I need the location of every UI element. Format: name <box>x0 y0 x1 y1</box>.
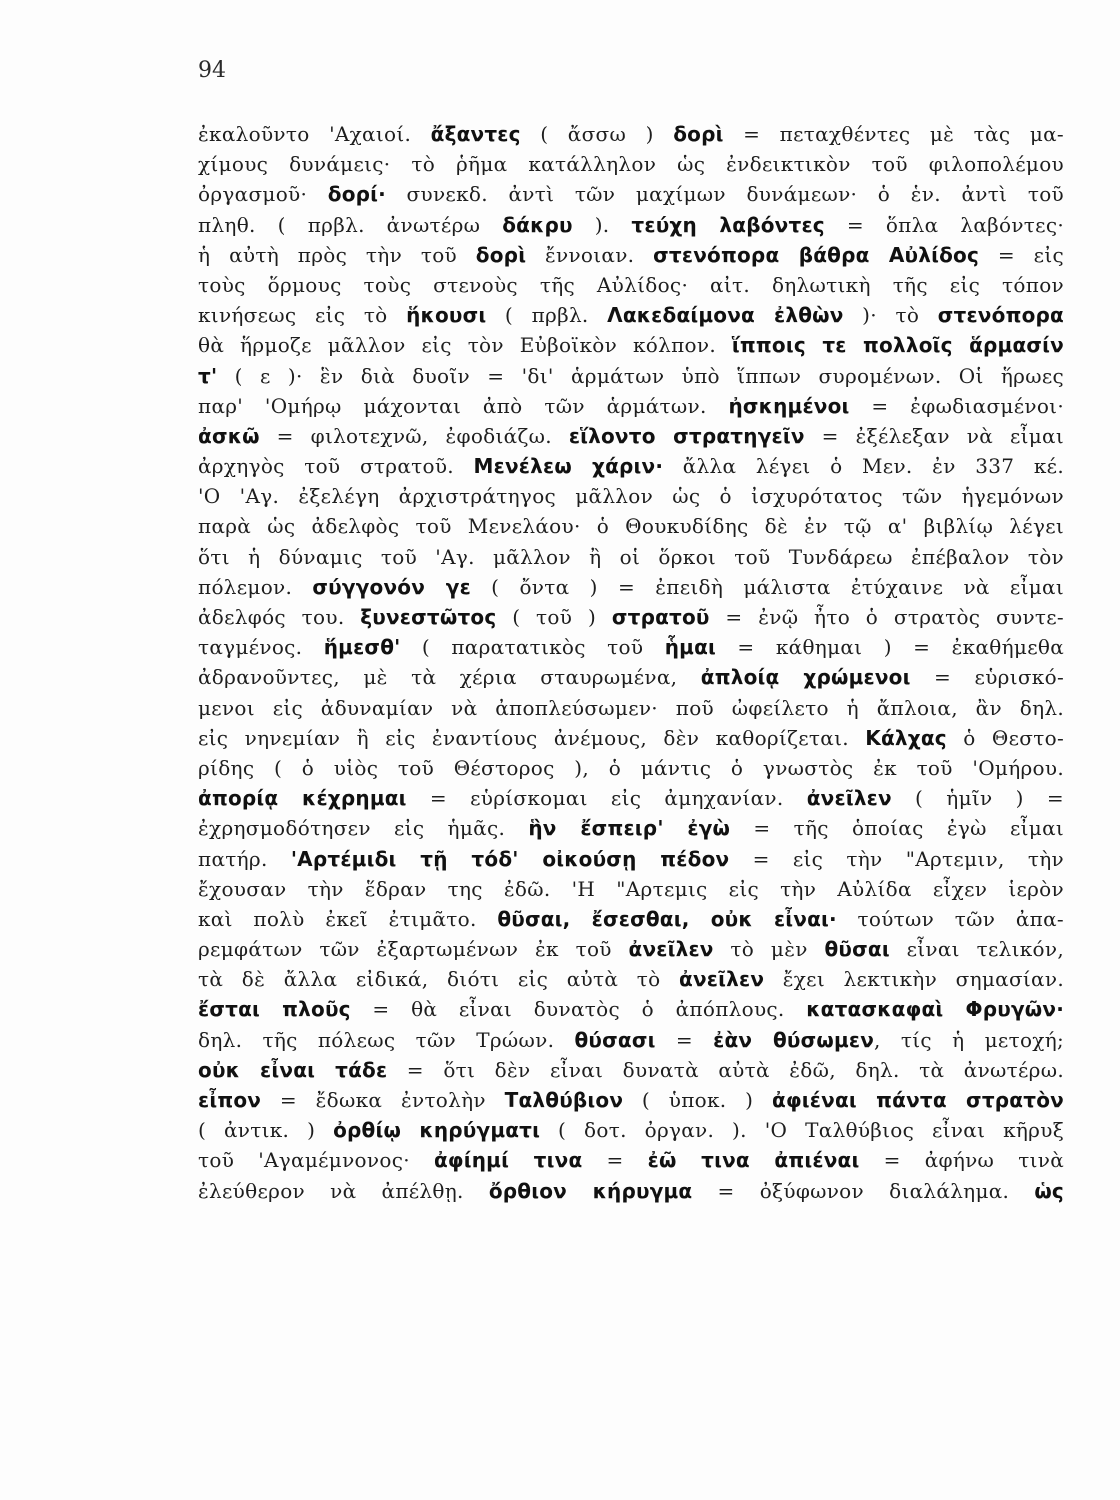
text-line <box>198 964 1064 994</box>
commentary-text-segment: = κάθημαι ) = ἐκαθήμεθα <box>716 635 1064 660</box>
lemma-term: θύσασι <box>574 1027 656 1052</box>
commentary-text-segment: = τῆς ὁποίας ἐγὼ εἶμαι <box>730 816 1064 841</box>
text-line <box>198 511 1064 541</box>
lemma-term: ἔσται πλοῦς <box>198 997 351 1022</box>
commentary-text-segment: = εἰς <box>979 242 1064 267</box>
commentary-text-segment: πόλεμον. <box>198 574 313 599</box>
commentary-text-segment: = ὅπλα λαβόντες· <box>824 212 1064 237</box>
lemma-term: ἵπποις τε πολλοῖς ἅρμασίν <box>731 333 1064 358</box>
text-line <box>198 542 1064 572</box>
commentary-text-segment: ( τοῦ ) <box>496 605 612 629</box>
text-line <box>198 361 1064 391</box>
text-line <box>198 1085 1064 1115</box>
lemma-term: Μενέλεω χάριν· <box>473 454 664 479</box>
commentary-text-segment: ( ἡμῖν ) = <box>891 786 1064 811</box>
text-line <box>198 874 1064 904</box>
commentary-text-segment: ἔννοιαν. <box>526 242 654 267</box>
commentary-text-segment: ἀδρανοῦντες, μὲ τὰ χέρια σταυρωμένα, <box>198 665 701 690</box>
text-line <box>198 783 1064 813</box>
commentary-text-segment: ( ὄντα ) = ἐπειδὴ μάλιστα ἐτύχαινε νὰ εἶμαι <box>470 574 1064 599</box>
text-line <box>198 240 1064 270</box>
commentary-text-segment: ἄλλα λέγει ὁ Μεν. ἐν 337 κέ. <box>663 454 1064 479</box>
text-line <box>198 994 1064 1024</box>
text-line <box>198 1145 1064 1175</box>
commentary-text-segment: τοὺς ὅρμους τοὺς στενοὺς τῆς Αὐλίδος· αἰτ. δηλωτικὴ τῆς εἰς τόπον <box>198 272 1064 297</box>
lemma-term: εἶπον <box>198 1088 262 1112</box>
lemma-term: Ταλθύβιον <box>504 1088 624 1112</box>
lemma-term: δορὶ <box>673 122 724 146</box>
lemma-term: ἀνεῖλεν <box>679 967 765 992</box>
lemma-term: θῦσαι <box>824 937 890 962</box>
lemma-term: ὀρθίῳ κηρύγματι <box>333 1118 541 1143</box>
text-line <box>198 723 1064 753</box>
lemma-term: τεύχη λαβόντες <box>631 212 825 237</box>
text-line <box>198 179 1064 209</box>
commentary-text-segment: κινήσεως εἰς τὸ <box>198 303 407 328</box>
commentary-text-segment: τοῦ 'Αγαμέμνονος· <box>198 1148 434 1173</box>
text-line <box>198 1176 1064 1206</box>
commentary-text-segment: = εὑρίσκομαι εἰς ἀμηχανίαν. <box>406 786 807 811</box>
commentary-text-segment: ἐλεύθερον νὰ ἀπέλθῃ. <box>198 1178 489 1203</box>
commentary-text-segment: ἀδελφός του. <box>198 605 361 629</box>
lemma-term: κατασκαφαὶ Φρυγῶν· <box>806 997 1064 1022</box>
text-line <box>198 451 1064 481</box>
text-line <box>198 421 1064 451</box>
commentary-text-segment: ( δοτ. ὀργαν. ). 'Ο Ταλθύβιος εἶναι κῆρυξ <box>540 1118 1064 1143</box>
commentary-text-segment: εἰς νηνεμίαν ἢ εἰς ἐναντίους ἀνέμους, δὲν καθορίζεται. <box>198 725 866 750</box>
lemma-term: ἣν ἔσπειρ' ἐγὼ <box>528 816 731 841</box>
lemma-term: στρατοῦ <box>611 605 710 629</box>
lemma-term: θῦσαι, ἔσεσθαι, οὐκ εἶναι· <box>497 906 837 931</box>
lemma-term: οὐκ εἶναι τάδε <box>198 1057 388 1082</box>
lemma-term: ἀπορίᾳ κέχρημαι <box>198 786 407 811</box>
text-line <box>198 602 1064 632</box>
commentary-text-segment: ρεμφάτων τῶν ἐξαρτωμένων ἐκ τοῦ <box>198 937 629 962</box>
commentary-text-segment: δηλ. τῆς πόλεως τῶν Τρώων. <box>198 1027 575 1052</box>
commentary-text-segment: = ὀξύφωνον διαλάλημα. <box>692 1178 1035 1203</box>
commentary-text-segment: τὰ δὲ ἄλλα εἰδικά, διότι εἰς αὐτὰ τὸ <box>198 967 680 992</box>
text-line <box>198 844 1064 874</box>
text-line <box>198 1115 1064 1145</box>
commentary-text-segment: = πεταχθέντες μὲ τὰς μα- <box>723 122 1064 146</box>
commentary-text-segment: παρὰ ὡς ἀδελφὸς τοῦ Μενελάου· ὁ Θουκυδίδης δὲ ἐν τῷ α' βιβλίῳ λέγει <box>198 514 1064 539</box>
commentary-text-segment: ὀργασμοῦ· <box>198 182 328 207</box>
lemma-term: ἄξαντες <box>430 122 521 146</box>
commentary-text-segment: = εἰς τὴν "Αρτεμιν, τὴν <box>729 846 1064 871</box>
lemma-term: ἀφιέναι πάντα στρατὸν <box>772 1088 1064 1112</box>
commentary-text-segment: χίμους δυνάμεις· τὸ ῥῆμα κατάλληλον ὡς ἐνδεικτικὸν τοῦ φιλοπολέμου <box>198 152 1064 177</box>
commentary-text <box>198 119 1064 1206</box>
commentary-text-segment: ὁ Θεστο- <box>946 725 1064 750</box>
text-line <box>198 632 1064 662</box>
lemma-term: ξυνεστῶτος <box>360 605 497 629</box>
lemma-term: τ' <box>198 363 218 388</box>
lemma-term: ἐῶ τινα ἀπιέναι <box>647 1148 860 1173</box>
text-line <box>198 1025 1064 1055</box>
lemma-term: ἧμαι <box>664 635 717 660</box>
commentary-text-segment: ὅτι ἡ δύναμις τοῦ 'Αγ. μᾶλλον ἢ οἱ ὅρκοι τοῦ Τυνδάρεω ἐπέβαλον τὸν <box>198 544 1064 569</box>
lemma-term: ὄρθιον κήρυγμα <box>488 1178 693 1203</box>
commentary-text-segment: ἔχουσαν τὴν ἕδραν της ἐδῶ. 'Η "Αρτεμις εἰς τὴν Αὐλίδα εἶχεν ἱερὸν <box>198 876 1064 901</box>
commentary-text-segment: εἶναι τελικόν, <box>889 937 1064 962</box>
text-line <box>198 753 1064 783</box>
lemma-term: ἠσκημένοι <box>728 393 850 418</box>
commentary-text-segment: = ἔδωκα ἐντολὴν <box>261 1088 505 1112</box>
text-line <box>198 119 1064 149</box>
commentary-text-segment: ). <box>572 212 632 237</box>
commentary-text-segment: τὸ μὲν <box>713 937 825 962</box>
commentary-text-segment: ( ὑποκ. ) <box>623 1088 773 1112</box>
lemma-term: στενόπορα <box>937 303 1064 328</box>
lemma-term: ἥμεσθ' <box>323 635 401 660</box>
commentary-text-segment: = <box>655 1027 714 1052</box>
commentary-text-segment: θὰ ἥρμοζε μᾶλλον εἰς τὸν Εὐβοϊκὸν κόλπον. <box>198 333 732 358</box>
commentary-text-segment: ρίδης ( ὁ υἱὸς τοῦ Θέστορος ), ὁ μάντις ὁ γνωστὸς ἐκ τοῦ 'Ομήρου. <box>198 755 1064 780</box>
text-line <box>198 391 1064 421</box>
text-line <box>198 1055 1064 1085</box>
commentary-text-segment: πατήρ. <box>198 846 291 871</box>
commentary-text-segment: ἀρχηγὸς τοῦ στρατοῦ. <box>198 454 474 479</box>
commentary-text-segment: = εὑρισκό- <box>910 665 1064 690</box>
commentary-text-segment: ( παρατατικὸς τοῦ <box>400 635 665 660</box>
page-number: 94 <box>198 58 226 83</box>
commentary-text-segment: 'Ο 'Αγ. ἐξελέγη ἀρχιστράτηγος μᾶλλον ὡς ὁ ἰσχυρότατος τῶν ἡγεμόνων <box>198 484 1064 509</box>
lemma-term: Λακεδαίμονα ἐλθὼν <box>607 303 844 328</box>
commentary-text-segment: συνεκδ. ἀντὶ τῶν μαχίμων δυνάμεων· ὁ ἑν. ἀντὶ τοῦ <box>385 182 1064 207</box>
commentary-text-segment: ( ἄσσω ) <box>520 122 674 146</box>
commentary-text-segment: = ἐνῷ ἦτο ὁ στρατὸς συντε- <box>709 605 1064 629</box>
text-line <box>198 270 1064 300</box>
lemma-term: ἀσκῶ <box>198 423 260 448</box>
lemma-term: ἀνεῖλεν <box>628 937 714 962</box>
lemma-term: ἐὰν θύσωμεν <box>713 1027 875 1052</box>
lemma-term: σύγγονόν γε <box>312 574 471 599</box>
lemma-term: στενόπορα βάθρα Αὐλίδος <box>653 242 980 267</box>
text-line <box>198 330 1064 360</box>
commentary-text-segment: τούτων τῶν ἀπα- <box>836 906 1064 931</box>
commentary-text-segment: καὶ πολὺ ἐκεῖ ἐτιμᾶτο. <box>198 906 498 931</box>
commentary-text-segment: παρ' 'Ομήρῳ μάχονται ἀπὸ τῶν ἁρμάτων. <box>198 393 729 418</box>
text-line <box>198 813 1064 843</box>
text-line <box>198 300 1064 330</box>
commentary-text-segment: ἐχρησμοδότησεν εἰς ἡμᾶς. <box>198 816 529 841</box>
lemma-term: Κάλχας <box>865 725 947 750</box>
commentary-text-segment: ἡ αὐτὴ πρὸς τὴν τοῦ <box>198 242 476 267</box>
text-line <box>198 934 1064 964</box>
commentary-text-segment: = ἀφήνω τινὰ <box>859 1148 1064 1173</box>
text-line <box>198 662 1064 692</box>
commentary-text-segment: = ἐξέλεξαν νὰ εἶμαι <box>804 423 1064 448</box>
commentary-text-segment: ( ἀντικ. ) <box>198 1118 334 1143</box>
lemma-term: ἀπλοίᾳ χρώμενοι <box>700 665 911 690</box>
commentary-text-segment: ( πρβλ. <box>486 303 608 328</box>
commentary-text-segment: )· τὸ <box>843 303 938 328</box>
commentary-text-segment: ἔχει λεκτικὴν σημασίαν. <box>764 967 1064 992</box>
lemma-term: ἥκουσι <box>406 303 487 328</box>
lemma-term: εἵλοντο στρατηγεῖν <box>568 423 805 448</box>
commentary-text-segment: = <box>582 1148 648 1173</box>
commentary-text-segment: πληθ. ( πρβλ. ἀνωτέρω <box>198 212 503 237</box>
text-line <box>198 904 1064 934</box>
text-line <box>198 693 1064 723</box>
text-line <box>198 210 1064 240</box>
commentary-text-segment: μενοι εἰς ἀδυναμίαν νὰ ἀποπλεύσωμεν· ποῦ ὠφείλετο ἡ ἄπλοια, ἂν δηλ. <box>198 695 1064 720</box>
lemma-term: ὡς <box>1034 1178 1064 1203</box>
lemma-term: ἀνεῖλεν <box>806 786 892 811</box>
text-line <box>198 572 1064 602</box>
text-line <box>198 149 1064 179</box>
commentary-text-segment: ἐκαλοῦντο 'Αχαιοί. <box>198 122 431 146</box>
lemma-term: δορί· <box>327 182 386 207</box>
commentary-text-segment: ( ε )· ἓν διὰ δυοῖν = 'δι' ἁρμάτων ὑπὸ ἵππων συρομένων. Οἱ ἥρωες <box>217 363 1064 388</box>
commentary-text-segment: = φιλοτεχνῶ, ἐφοδιάζω. <box>259 423 569 448</box>
lemma-term: ἀφίημί τινα <box>433 1148 583 1173</box>
lemma-term: δάκρυ <box>502 212 573 237</box>
commentary-text-segment: = θὰ εἶναι δυνατὸς ὁ ἀπόπλους. <box>350 997 807 1022</box>
lemma-term: δορὶ <box>475 242 527 267</box>
lemma-term: 'Αρτέμιδι τῇ τόδ' οἰκούσῃ πέδον <box>290 846 730 871</box>
commentary-text-segment: = ἐφωδιασμένοι· <box>849 393 1064 418</box>
commentary-text-segment: = ὅτι δὲν εἶναι δυνατὰ αὐτὰ ἐδῶ, δηλ. τὰ ἀνωτέρω. <box>387 1057 1064 1082</box>
commentary-text-segment: , τίς ἡ μετοχή; <box>874 1027 1064 1052</box>
text-line <box>198 481 1064 511</box>
commentary-text-segment: ταγμένος. <box>198 635 324 660</box>
